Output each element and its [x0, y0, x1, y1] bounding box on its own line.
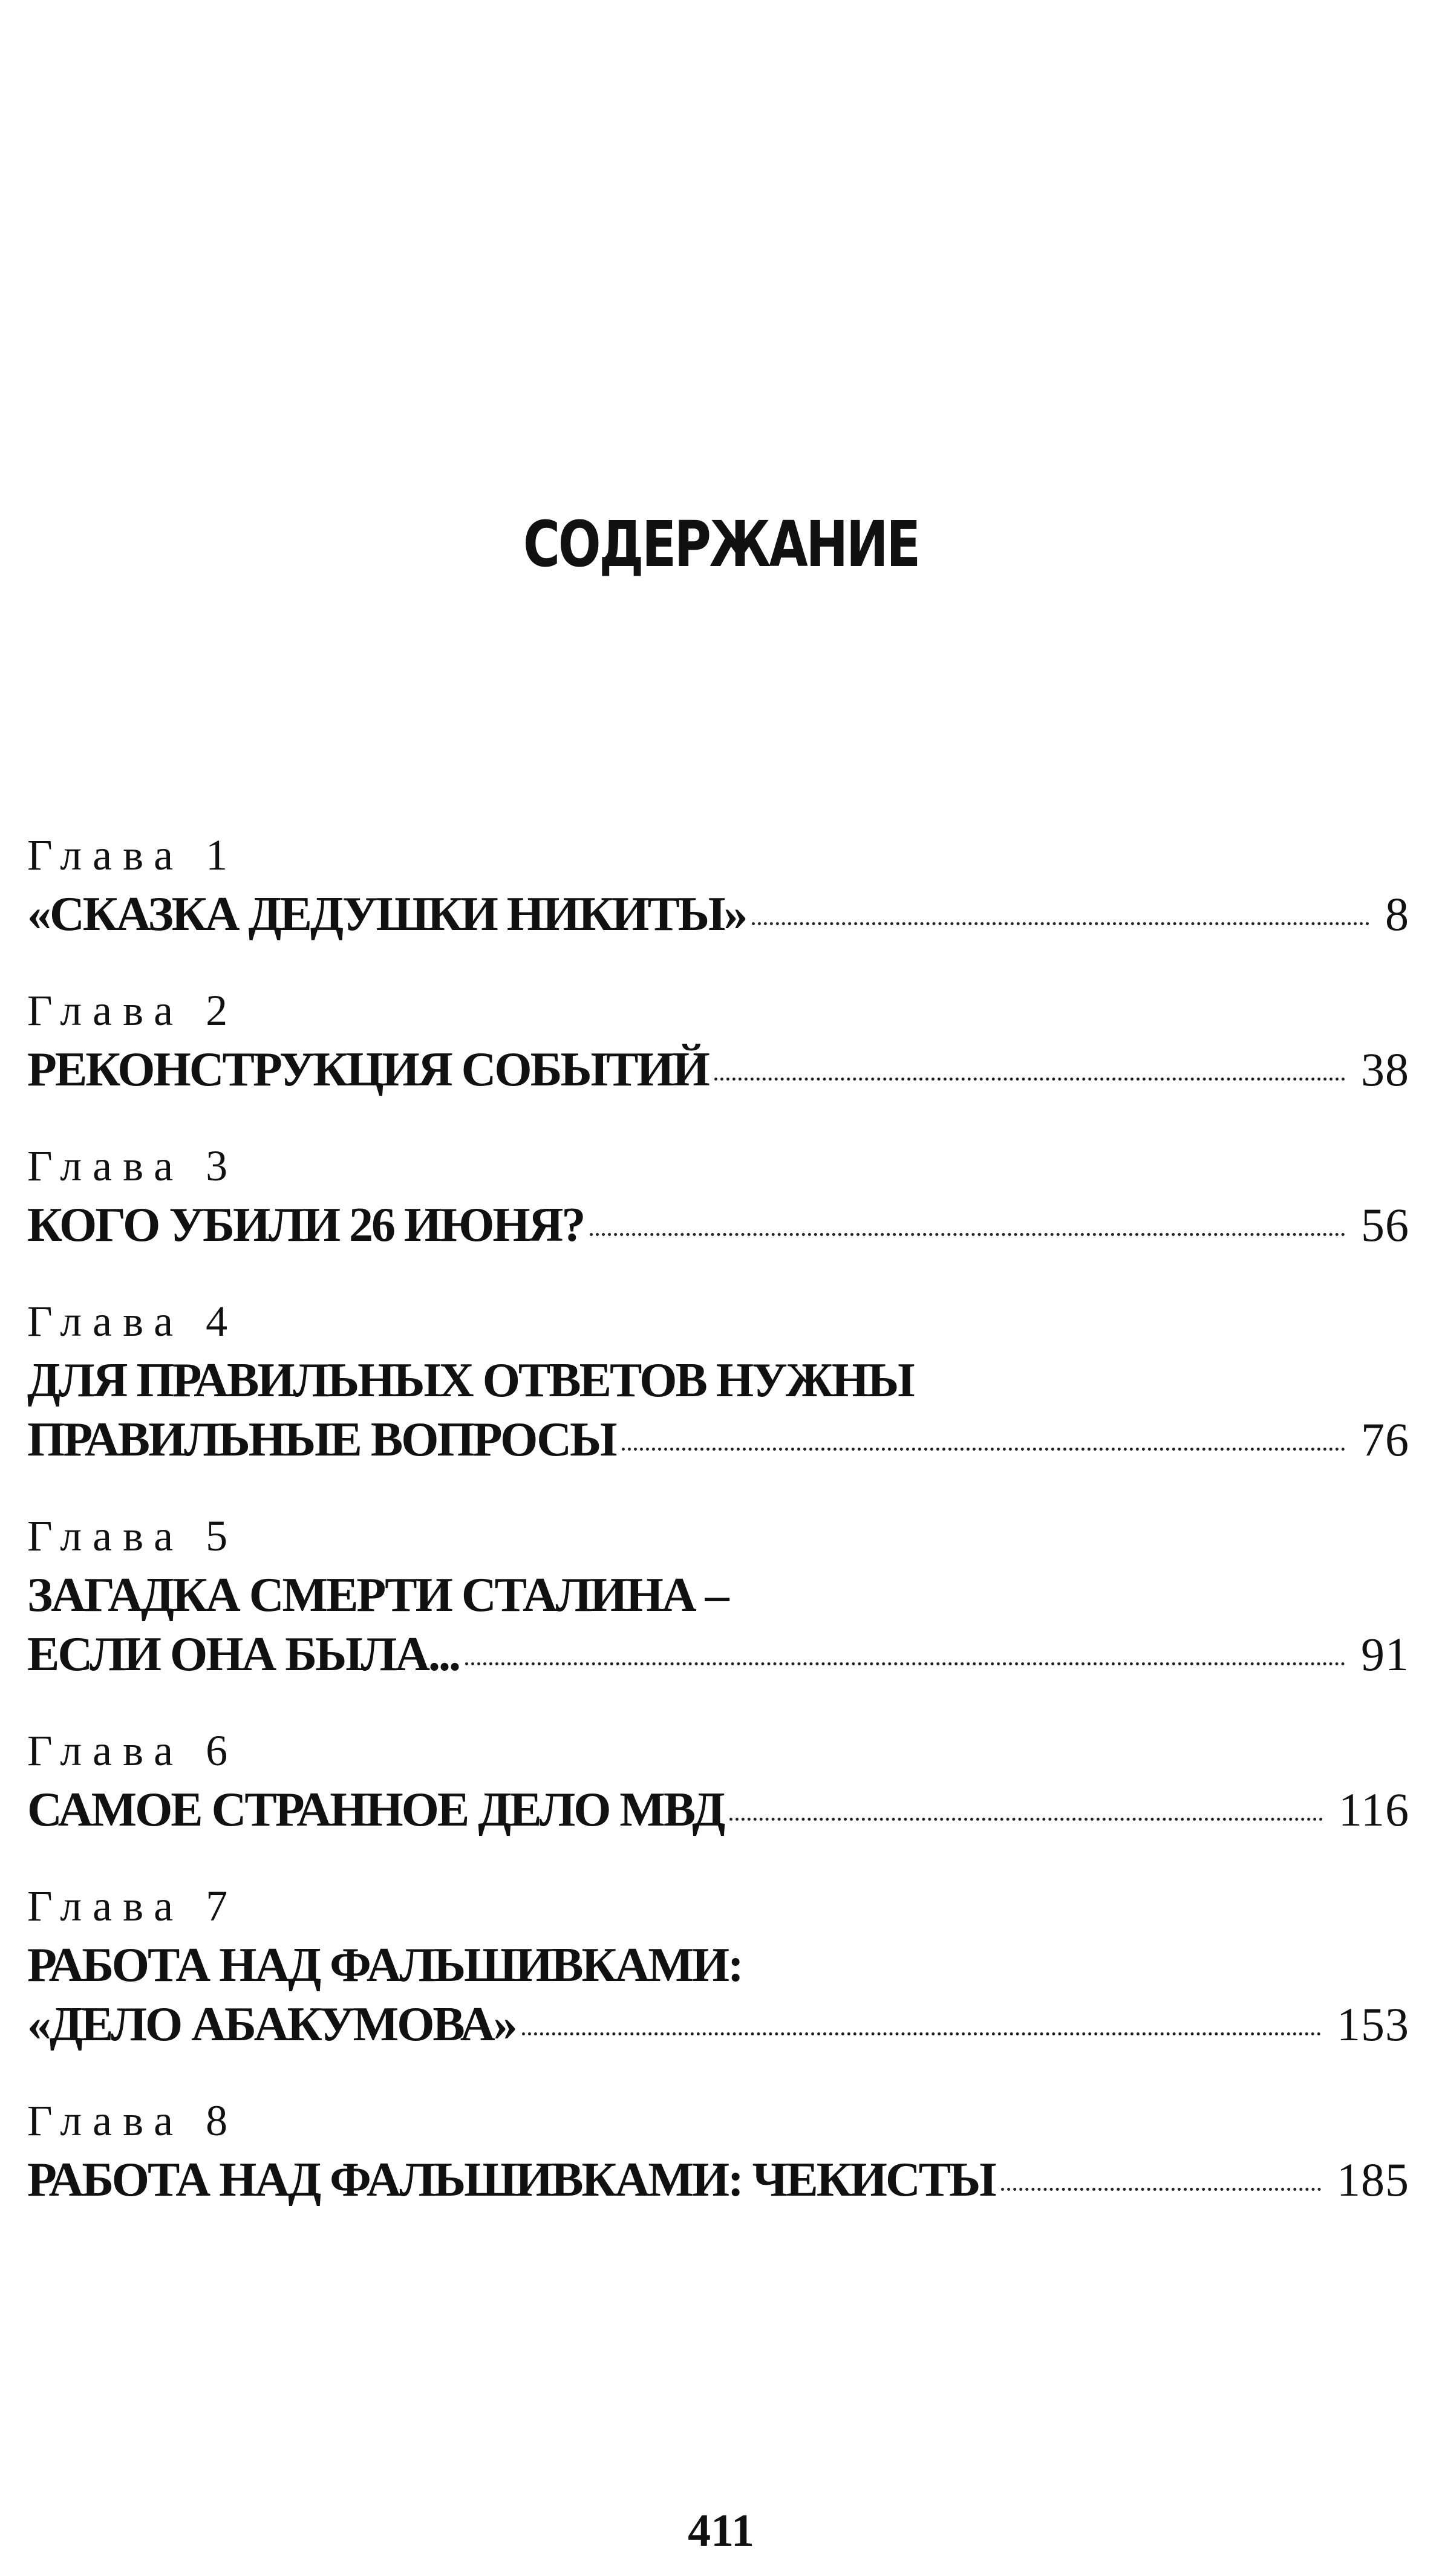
toc-title-row: [27, 2150, 1409, 2210]
chapter-title-line-2: «ДЕЛО АБАКУМОВА»: [27, 1998, 516, 2051]
chapter-label: Глава 3: [27, 1142, 239, 1190]
chapter-title-line-2: ПРАВИЛЬНЫЕ ВОПРОСЫ: [27, 1413, 616, 1466]
toc-title-row: [27, 1995, 1409, 2054]
dot-leader: [465, 1662, 1345, 1665]
toc-entry-chapter-4[interactable]: [27, 1292, 1409, 1469]
chapter-label: Глава 1: [27, 831, 239, 879]
chapter-title-line-1: ДЛЯ ПРАВИЛЬНЫХ ОТВЕТОВ НУЖНЫ: [27, 1354, 913, 1407]
page-number: 56: [1361, 1199, 1409, 1251]
dot-leader: [729, 1818, 1323, 1821]
toc-entry-chapter-5[interactable]: [27, 1506, 1409, 1684]
page-number: 76: [1361, 1413, 1409, 1466]
chapter-title: РЕКОНСТРУКЦИЯ СОБЫТИЙ: [27, 1043, 708, 1096]
chapter-title-line-2: ЕСЛИ ОНА БЫЛА...: [27, 1628, 460, 1681]
page-number: 153: [1337, 1998, 1409, 2051]
toc-title-row: [27, 885, 1409, 944]
chapter-title-line-1: РАБОТА НАД ФАЛЬШИВКАМИ:: [27, 1939, 742, 1992]
dot-leader: [714, 1078, 1345, 1081]
dot-leader: [1001, 2188, 1321, 2191]
toc-title-row: [27, 1780, 1409, 1839]
page-number: 185: [1337, 2153, 1409, 2206]
chapter-label: Глава 4: [27, 1297, 239, 1345]
chapter-title: САМОЕ СТРАННОЕ ДЕЛО МВД: [27, 1783, 724, 1836]
chapter-label: Глава 8: [27, 2096, 239, 2145]
page-title: СОДЕРЖАНИЕ: [523, 507, 919, 581]
chapter-title: «СКАЗКА ДЕДУШКИ НИКИТЫ»: [27, 888, 746, 941]
dot-leader: [590, 1233, 1345, 1236]
chapter-title: КОГО УБИЛИ 26 ИЮНЯ?: [27, 1199, 584, 1252]
toc-entry-chapter-2[interactable]: [27, 981, 1409, 1099]
table-of-contents: [27, 825, 1409, 2246]
page-number: 116: [1338, 1783, 1409, 1836]
dot-leader: [752, 922, 1369, 925]
toc-title-row: [27, 1410, 1409, 1469]
page-number: 91: [1361, 1628, 1409, 1680]
page-number: 38: [1361, 1043, 1409, 1096]
dot-leader: [622, 1448, 1345, 1451]
toc-entry-chapter-1[interactable]: [27, 825, 1409, 944]
toc-entry-chapter-6[interactable]: [27, 1721, 1409, 1839]
chapter-title-line-1: ЗАГАДКА СМЕРТИ СТАЛИНА –: [27, 1569, 728, 1622]
chapter-label: Глава 6: [27, 1726, 239, 1775]
toc-title-row: [27, 1195, 1409, 1255]
toc-entry-chapter-3[interactable]: [27, 1136, 1409, 1255]
chapter-title: РАБОТА НАД ФАЛЬШИВКАМИ: ЧЕКИСТЫ: [27, 2153, 995, 2207]
chapter-label: Глава 2: [27, 986, 239, 1035]
toc-entry-chapter-7[interactable]: [27, 1876, 1409, 2054]
page-number: 8: [1385, 888, 1409, 940]
toc-title-row: [27, 1040, 1409, 1099]
toc-entry-chapter-8[interactable]: [27, 2091, 1409, 2210]
page-folio: 411: [688, 2505, 754, 2556]
dot-leader: [522, 2032, 1321, 2035]
chapter-label: Глава 5: [27, 1512, 239, 1560]
toc-title-row: [27, 1625, 1409, 1684]
chapter-label: Глава 7: [27, 1882, 239, 1930]
